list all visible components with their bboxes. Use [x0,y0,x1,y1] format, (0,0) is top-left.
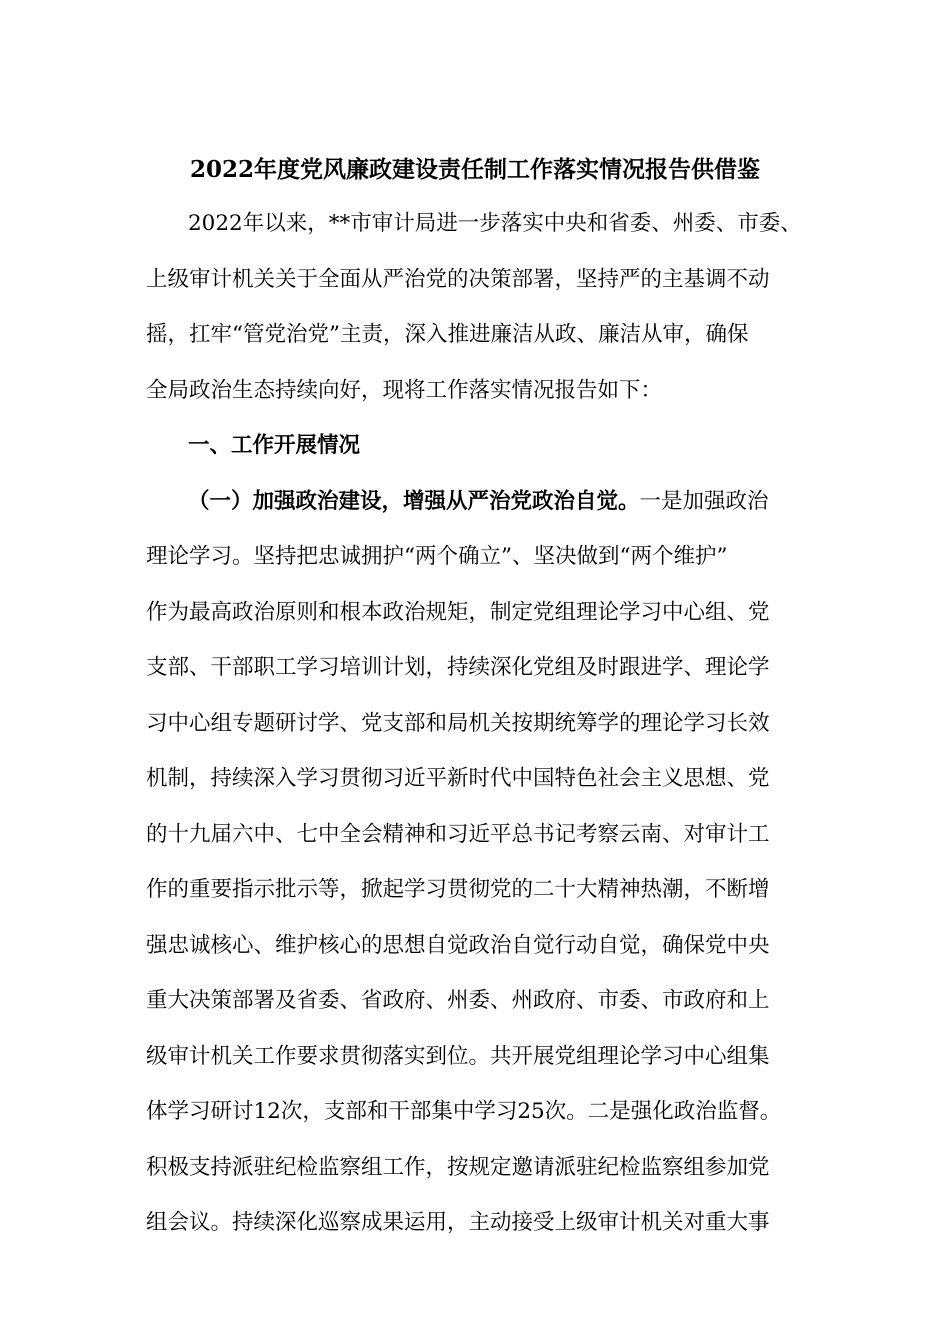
intro-line: 上级审计机关关于全面从严治党的决策部署，坚持严的主基调不动 [146,266,770,292]
document-body [146,196,826,1251]
body-line: 体学习研讨12次，支部和干部集中学习25次。二是强化政治监督。 [146,1099,782,1124]
intro-line: 全局政治生态持续向好，现将工作落实情况报告如下： [146,377,663,403]
intro-line: 摇，扛牢“管党治党”主责，深入推进廉洁从政、廉洁从审，确保 [146,322,749,347]
body-line: 机制，持续深入学习贯彻习近平新时代中国特色社会主义思想、党 [146,766,770,791]
body-line: 的十九届六中、七中全会精神和习近平总书记考察云南、对审计工 [146,821,770,847]
body-line: 组会议。持续深化巡察成果运用，主动接受上级审计机关对重大事 [146,1210,770,1235]
body-line: 积极支持派驻纪检监察组工作，按规定邀请派驻纪检监察组参加党 [146,1154,770,1180]
body-line: 级审计机关工作要求贯彻落实到位。共开展党组理论学习中心组集 [146,1043,770,1069]
document-title: 2022年度党风廉政建设责任制工作落实情况报告供借鉴 [189,156,760,183]
intro-line: 2022年以来，**市审计局进一步落实中央和省委、州委、市委、 [188,211,802,236]
section-heading: 一、工作开展情况 [188,433,361,458]
body-line: 支部、干部职工学习培训计划，持续深化党组及时跟进学、理论学 [146,655,770,680]
subsection-first-line-text: 一是加强政治 [639,488,769,514]
body-line: 习中心组专题研讨学、党支部和局机关按期统筹学的理论学习长效 [146,710,770,736]
body-line: 重大决策部署及省委、省政府、州委、州政府、市委、市政府和上 [146,988,770,1013]
subsection-first-line [146,474,826,530]
body-line: 强忠诚核心、维护核心的思想自觉政治自觉行动自觉，确保党中央 [146,932,770,958]
subsection-heading: （一）加强政治建设，增强从严治党政治自觉。 [188,488,640,514]
body-line: 理论学习。坚持把忠诚拥护“两个确立”、坚决做到“两个维护” [146,544,728,569]
body-line: 作为最高政治原则和根本政治规矩，制定党组理论学习中心组、党 [146,599,770,625]
body-line: 作的重要指示批示等，掀起学习贯彻党的二十大精神热潮，不断增 [146,877,770,902]
